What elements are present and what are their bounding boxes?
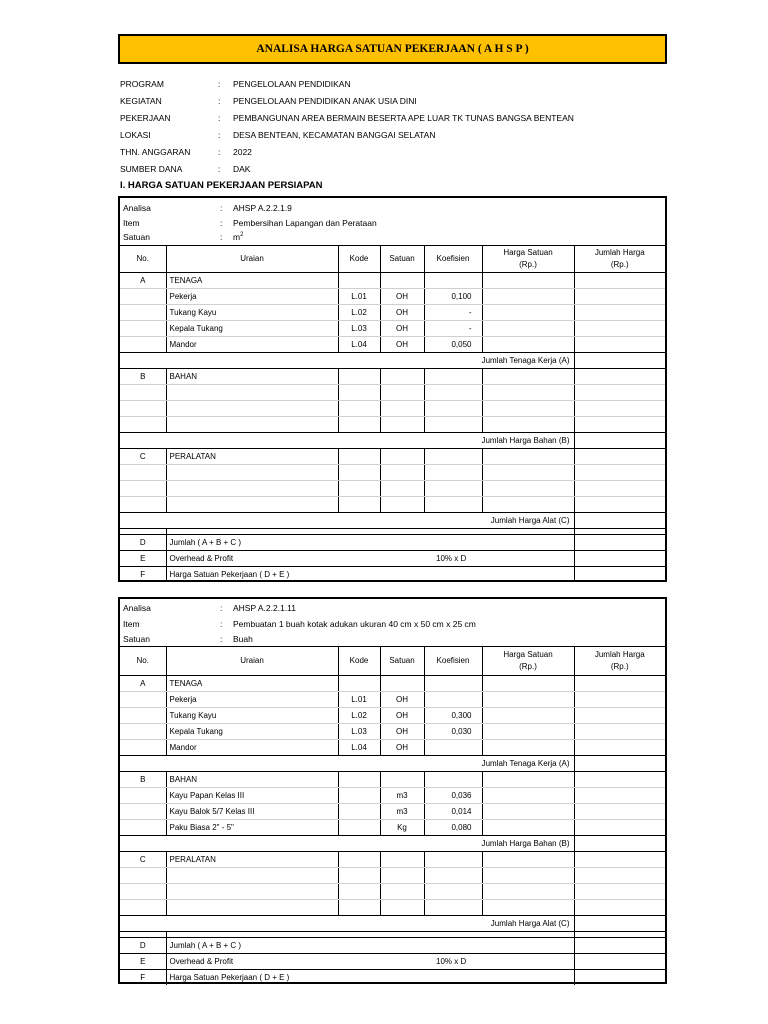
col-harga-satuan-line1: Harga Satuan <box>503 649 553 659</box>
koef-cell: 0,080 <box>424 819 482 835</box>
satuan-cell: m3 <box>380 787 424 803</box>
footer-code: F <box>140 972 146 982</box>
footer-label: Jumlah ( A + B + C ) <box>166 937 574 953</box>
sum-label: Jumlah Harga Alat (C) <box>120 915 574 931</box>
info-colon: : <box>218 129 221 140</box>
table-row <box>120 400 665 416</box>
group-row-bahan <box>120 771 665 787</box>
group-code: A <box>120 675 166 691</box>
analysis-header <box>120 599 665 647</box>
satuan-cell: OH <box>380 723 424 739</box>
colon: : <box>220 232 223 242</box>
col-koefisien: Koefisien <box>424 246 482 272</box>
info-row-program <box>120 75 680 92</box>
kode-cell: L.02 <box>338 707 380 723</box>
table-row <box>120 867 665 883</box>
satuan-cell: OH <box>380 304 424 320</box>
koef-cell: 0,300 <box>424 707 482 723</box>
group-row-tenaga <box>120 675 665 691</box>
footer-label: Harga Satuan Pekerjaan ( D + E ) <box>166 566 574 582</box>
koef-cell: 0,014 <box>424 803 482 819</box>
koef-cell <box>424 739 482 755</box>
item-row <box>123 619 476 629</box>
uraian-cell: Tukang Kayu <box>166 707 338 723</box>
section-title: I. HARGA SATUAN PEKERJAAN PERSIAPAN <box>120 180 323 191</box>
kode-cell: L.04 <box>338 739 380 755</box>
satuan-cell: OH <box>380 320 424 336</box>
footer-code: D <box>120 534 166 550</box>
footer-value: 10% x D <box>424 550 574 566</box>
footer-row-f <box>120 566 665 582</box>
info-key: PEKERJAAN <box>120 112 171 123</box>
analisa-code: AHSP A.2.2.1.9 <box>233 203 292 213</box>
item-row <box>123 218 377 228</box>
analisa-row <box>123 203 292 213</box>
footer-label: Overhead & Profit <box>166 953 424 969</box>
satuan-row <box>123 634 253 644</box>
footer-label: Overhead & Profit <box>166 550 424 566</box>
koef-cell: 0,100 <box>424 288 482 304</box>
info-value: 2022 <box>233 146 252 157</box>
info-colon: : <box>218 78 221 89</box>
analysis-table-1 <box>118 196 667 582</box>
uraian-cell: Tukang Kayu <box>166 304 338 320</box>
satuan-cell: m3 <box>380 803 424 819</box>
footer-row-e <box>120 953 665 969</box>
satuan-cell: OH <box>380 707 424 723</box>
sum-row-alat <box>120 512 665 528</box>
group-label: TENAGA <box>166 675 338 691</box>
uraian-cell: Paku Biasa 2" - 5" <box>166 819 338 835</box>
info-key: THN. ANGGARAN <box>120 146 191 157</box>
column-header-row <box>120 647 665 675</box>
col-harga-satuan <box>482 246 574 272</box>
analysis-header <box>120 198 665 246</box>
group-row-peralatan <box>120 851 665 867</box>
kode-cell: L.03 <box>338 320 380 336</box>
col-uraian: Uraian <box>166 647 338 675</box>
satuan-value <box>233 232 243 242</box>
info-key: PROGRAM <box>120 78 164 89</box>
kode-cell: L.04 <box>338 336 380 352</box>
item-label: Item <box>123 218 140 228</box>
col-harga-satuan-line2: (Rp.) <box>519 259 537 269</box>
info-value: PENGELOLAAN PENDIDIKAN <box>233 78 351 89</box>
uraian-cell: Mandor <box>166 739 338 755</box>
sum-label: Jumlah Harga Bahan (B) <box>120 432 574 448</box>
info-row-pekerjaan <box>120 109 680 126</box>
satuan-cell: OH <box>380 336 424 352</box>
uraian-cell: Mandor <box>166 336 338 352</box>
uraian-cell: Pekerja <box>166 691 338 707</box>
item-value: Pembuatan 1 buah kotak adukan ukuran 40 cm x 50 cm x 25 cm <box>233 619 476 629</box>
info-row-lokasi <box>120 126 680 143</box>
colon: : <box>220 218 223 228</box>
col-no: No. <box>120 246 166 272</box>
sum-row-alat <box>120 915 665 931</box>
cost-table <box>120 246 665 582</box>
table-row <box>120 723 665 739</box>
satuan-row <box>123 232 243 242</box>
footer-code: D <box>120 937 166 953</box>
col-uraian: Uraian <box>166 246 338 272</box>
group-code: B <box>120 771 166 787</box>
colon: : <box>220 203 223 213</box>
uraian-cell: Kepala Tukang <box>166 320 338 336</box>
info-row-sumber-dana <box>120 160 680 177</box>
sum-row-tenaga <box>120 755 665 771</box>
sum-label: Jumlah Harga Bahan (B) <box>120 835 574 851</box>
colon: : <box>220 603 223 613</box>
sum-row-bahan <box>120 432 665 448</box>
koef-cell: - <box>424 320 482 336</box>
info-row-kegiatan <box>120 92 680 109</box>
table-row <box>120 819 665 835</box>
table-row <box>120 899 665 915</box>
col-jumlah-harga-line1: Jumlah Harga <box>594 649 645 659</box>
footer-row-e <box>120 550 665 566</box>
uraian-cell: Kayu Papan Kelas III <box>166 787 338 803</box>
footer-row-d <box>120 937 665 953</box>
group-label: PERALATAN <box>166 851 338 867</box>
col-jumlah-harga-line1: Jumlah Harga <box>594 247 645 257</box>
table-row <box>120 803 665 819</box>
unit-text: m <box>233 232 241 242</box>
table-row <box>120 496 665 512</box>
footer-value: 10% x D <box>424 953 574 969</box>
sum-label: Jumlah Tenaga Kerja (A) <box>120 352 574 368</box>
cost-table <box>120 647 665 985</box>
satuan-value: Buah <box>233 634 253 644</box>
analisa-label: Analisa <box>123 203 151 213</box>
info-value: DESA BENTEAN, KECAMATAN BANGGAI SELATAN <box>233 129 436 140</box>
analisa-row <box>123 603 296 613</box>
table-row <box>120 336 665 352</box>
sum-label: Jumlah Harga Alat (C) <box>120 512 574 528</box>
analisa-code: AHSP A.2.2.1.11 <box>233 603 297 613</box>
col-kode: Kode <box>338 246 380 272</box>
col-koefisien: Koefisien <box>424 647 482 675</box>
sum-row-bahan <box>120 835 665 851</box>
analisa-label: Analisa <box>123 603 151 613</box>
info-key: SUMBER DANA <box>120 163 183 174</box>
satuan-cell: OH <box>380 288 424 304</box>
group-label: BAHAN <box>166 368 338 384</box>
info-colon: : <box>218 146 221 157</box>
group-code: A <box>120 272 166 288</box>
col-no: No. <box>120 647 166 675</box>
col-kode: Kode <box>338 647 380 675</box>
kode-cell: L.03 <box>338 723 380 739</box>
footer-code: E <box>120 953 166 969</box>
group-label: PERALATAN <box>166 448 338 464</box>
info-colon: : <box>218 163 221 174</box>
group-code: C <box>120 851 166 867</box>
satuan-label: Satuan <box>123 634 150 644</box>
uraian-cell: Kepala Tukang <box>166 723 338 739</box>
sum-label: Jumlah Tenaga Kerja (A) <box>120 755 574 771</box>
uraian-cell: Pekerja <box>166 288 338 304</box>
col-satuan: Satuan <box>380 246 424 272</box>
koef-cell: 0,050 <box>424 336 482 352</box>
item-label: Item <box>123 619 140 629</box>
group-row-tenaga <box>120 272 665 288</box>
table-row <box>120 288 665 304</box>
satuan-cell: OH <box>380 691 424 707</box>
col-satuan: Satuan <box>380 647 424 675</box>
colon: : <box>220 634 223 644</box>
table-row <box>120 739 665 755</box>
table-row <box>120 320 665 336</box>
koef-cell: - <box>424 304 482 320</box>
info-colon: : <box>218 95 221 106</box>
table-row <box>120 707 665 723</box>
item-value: Pembersihan Lapangan dan Perataan <box>233 218 377 228</box>
footer-code: F <box>140 569 146 579</box>
sum-row-tenaga <box>120 352 665 368</box>
table-row <box>120 691 665 707</box>
table-row <box>120 883 665 899</box>
kode-cell: L.01 <box>338 288 380 304</box>
satuan-label: Satuan <box>123 232 150 242</box>
col-harga-satuan-line2: (Rp.) <box>519 661 537 671</box>
kode-cell: L.02 <box>338 304 380 320</box>
colon: : <box>220 619 223 629</box>
koef-cell: 0,036 <box>424 787 482 803</box>
table-row <box>120 416 665 432</box>
satuan-cell: OH <box>380 739 424 755</box>
col-jumlah-harga <box>574 246 665 272</box>
footer-label: Jumlah ( A + B + C ) <box>166 534 574 550</box>
info-colon: : <box>218 112 221 123</box>
page-title: ANALISA HARGA SATUAN PEKERJAAN ( A H S P ) <box>118 34 667 64</box>
footer-code: E <box>120 550 166 566</box>
koef-cell <box>424 691 482 707</box>
col-harga-satuan <box>482 647 574 675</box>
group-code: C <box>120 448 166 464</box>
footer-row-d <box>120 534 665 550</box>
satuan-cell: Kg <box>380 819 424 835</box>
unit-superscript: 2 <box>240 232 244 239</box>
col-jumlah-harga <box>574 647 665 675</box>
table-row <box>120 480 665 496</box>
table-row <box>120 464 665 480</box>
col-jumlah-harga-line2: (Rp.) <box>610 661 629 671</box>
group-row-peralatan <box>120 448 665 464</box>
group-label: TENAGA <box>166 272 338 288</box>
column-header-row <box>120 246 665 272</box>
col-harga-satuan-line1: Harga Satuan <box>503 247 553 257</box>
uraian-cell: Kayu Balok 5/7 Kelas III <box>166 803 338 819</box>
analysis-table-2 <box>118 597 667 984</box>
kode-cell: L.01 <box>338 691 380 707</box>
table-row <box>120 384 665 400</box>
koef-cell: 0,030 <box>424 723 482 739</box>
col-jumlah-harga-line2: (Rp.) <box>610 259 629 269</box>
group-label: BAHAN <box>166 771 338 787</box>
info-value: DAK <box>233 163 251 174</box>
footer-row-f <box>120 969 665 985</box>
project-info <box>120 75 680 177</box>
info-key: KEGIATAN <box>120 95 162 106</box>
footer-label: Harga Satuan Pekerjaan ( D + E ) <box>166 969 574 985</box>
group-row-bahan <box>120 368 665 384</box>
table-row <box>120 304 665 320</box>
info-value: PEMBANGUNAN AREA BERMAIN BESERTA APE LUAR TK TUNAS BANGSA BENTEAN <box>233 112 574 123</box>
info-key: LOKASI <box>120 129 151 140</box>
group-code: B <box>120 368 166 384</box>
info-row-tahun <box>120 143 680 160</box>
table-row <box>120 787 665 803</box>
info-value: PENGELOLAAN PENDIDIKAN ANAK USIA DINI <box>233 95 417 106</box>
